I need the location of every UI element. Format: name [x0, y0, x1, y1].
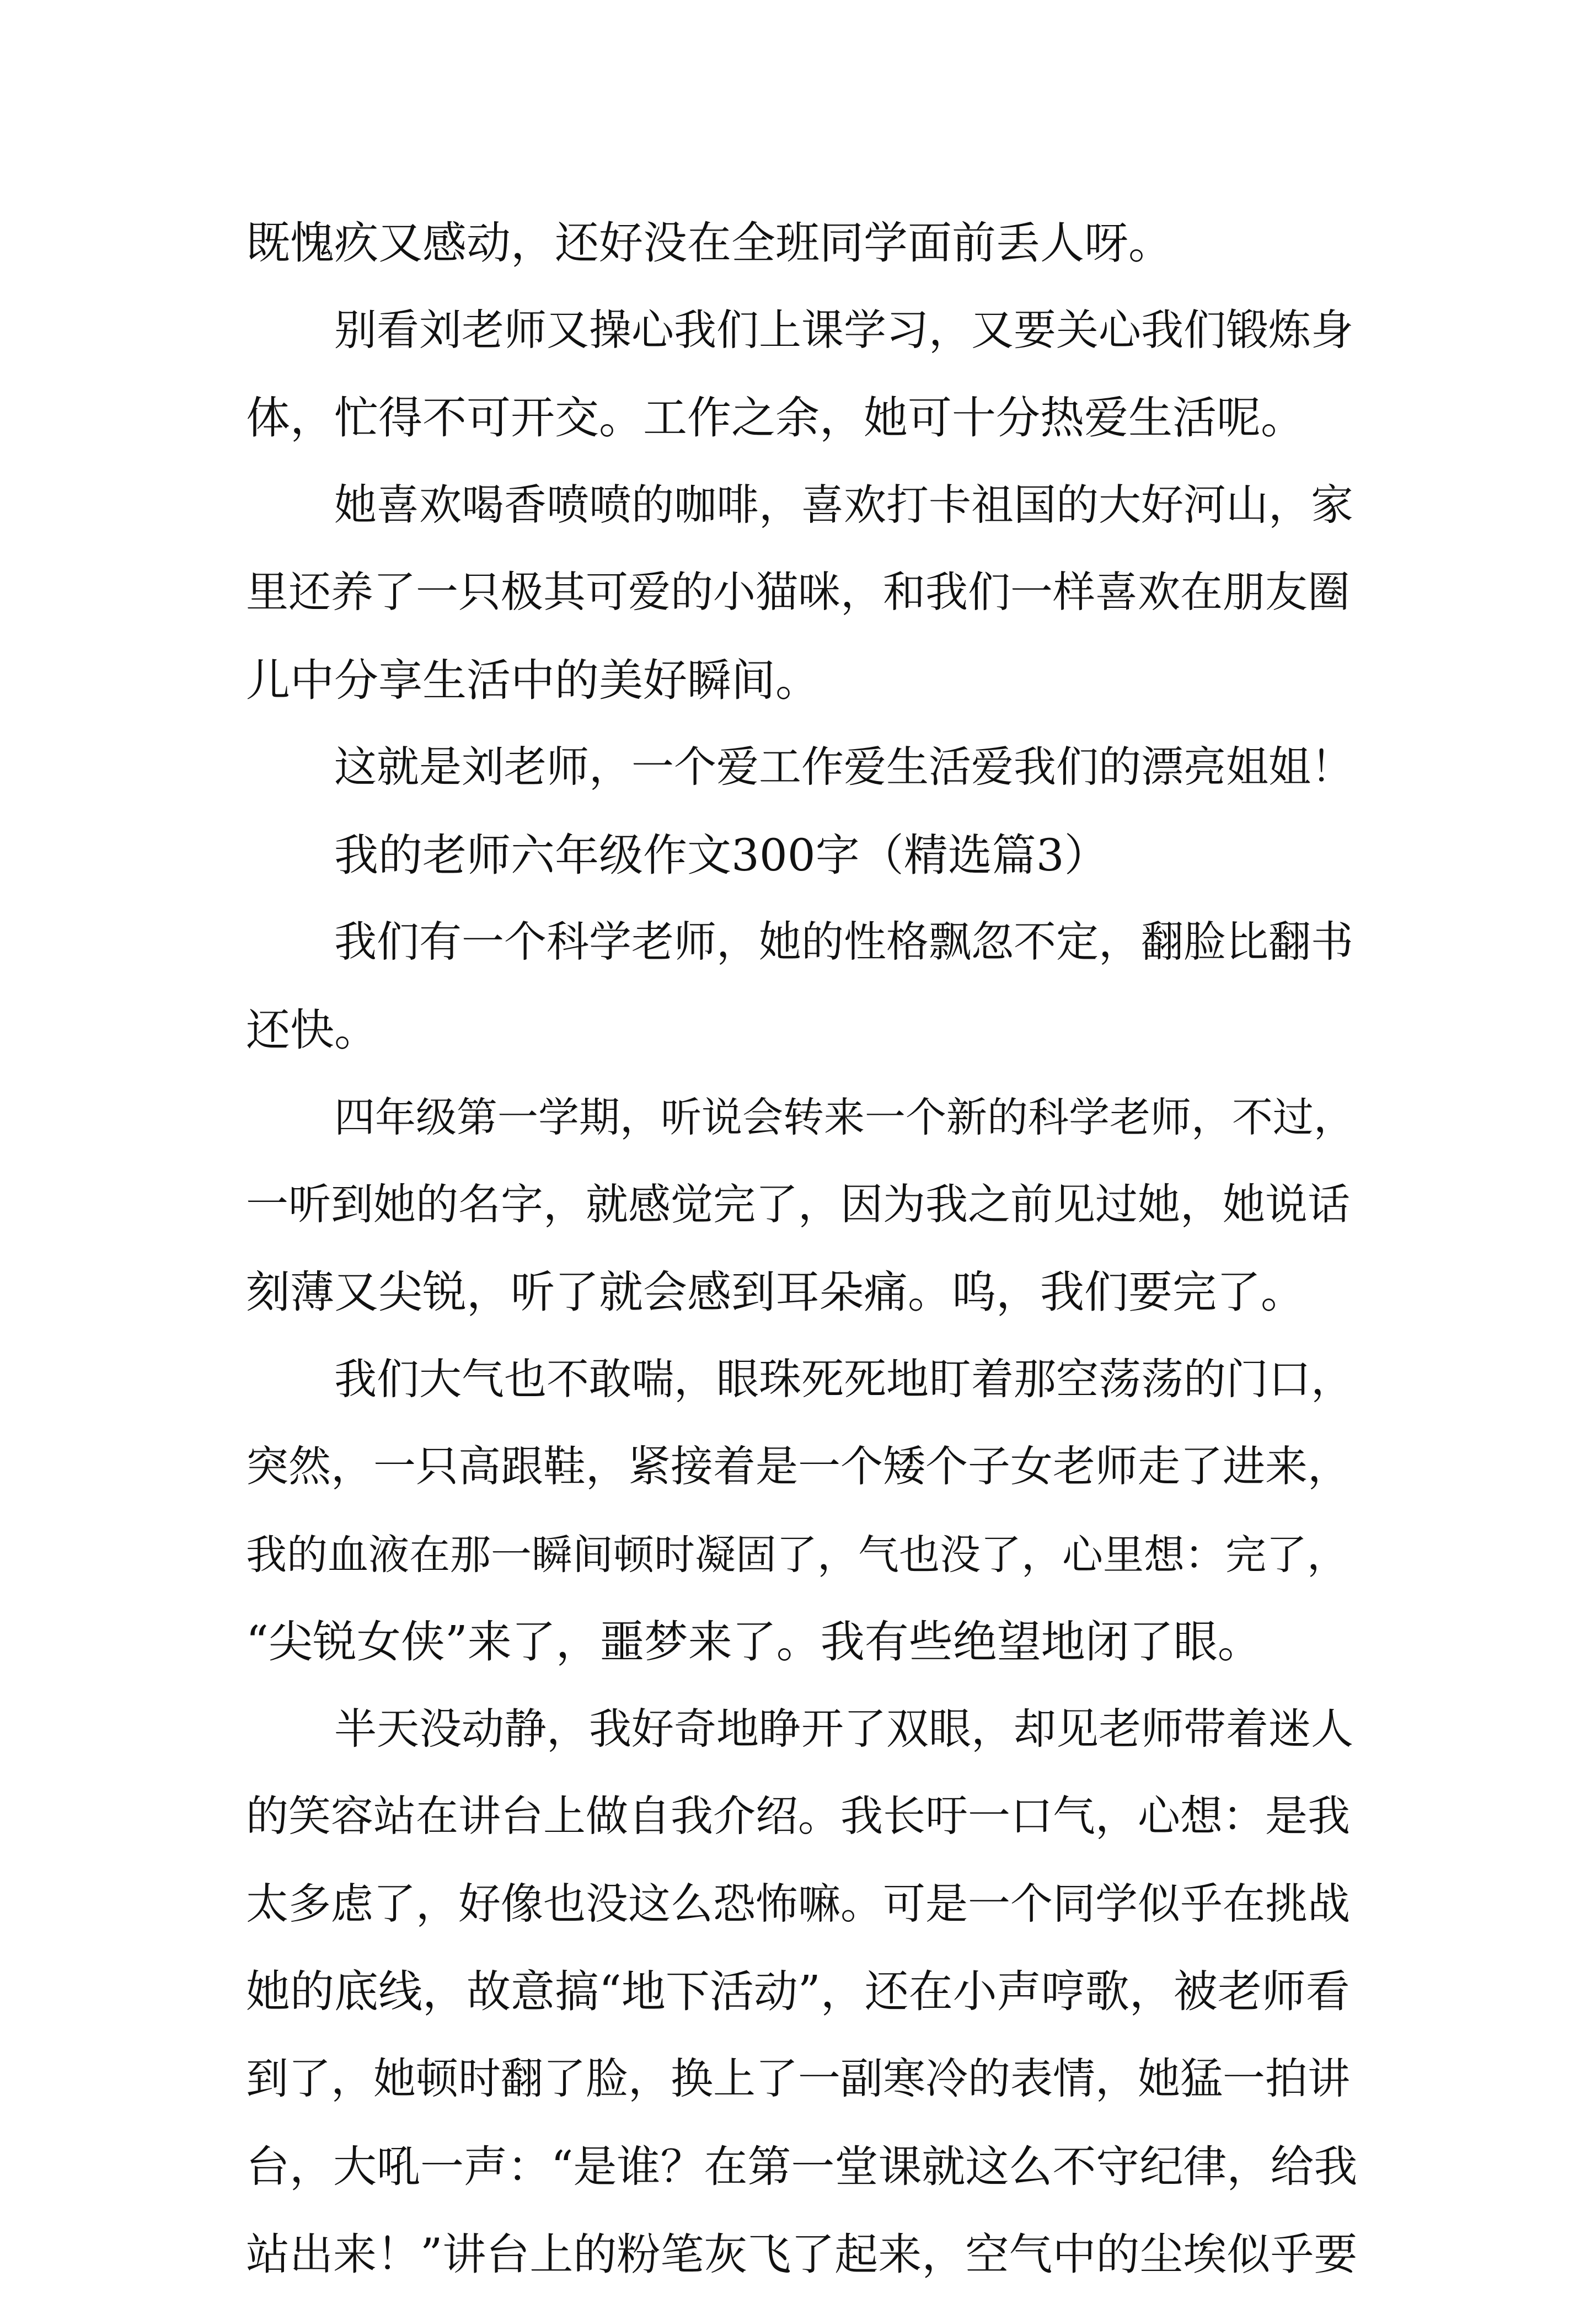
text-line: 她的底线，故意搞“地下活动”，还在小声哼歌，被老师看: [246, 1948, 1360, 2036]
text-line: “尖锐女侠”来了，噩梦来了。我有些绝望地闭了眼。: [246, 1599, 1360, 1686]
text-line: 太多虑了，好像也没这么恐怖嘛。可是一个同学似乎在挑战: [246, 1861, 1360, 1949]
text-line: 刻薄又尖锐，听了就会感到耳朵痛。呜，我们要完了。: [246, 1249, 1360, 1337]
text-line: 一听到她的名字，就感觉完了，因为我之前见过她，她说话: [246, 1162, 1360, 1249]
text-line: 我的血液在那一瞬间顿时凝固了，气也没了，心里想：完了，: [246, 1511, 1360, 1599]
text-line: 里还养了一只极其可爱的小猫咪，和我们一样喜欢在朋友圈: [246, 549, 1360, 637]
text-line: 体，忙得不可开交。工作之余，她可十分热爱生活呢。: [246, 375, 1360, 462]
text-line: 既愧疚又感动，还好没在全班同学面前丢人呀。: [246, 200, 1360, 287]
text-line: 到了，她顿时翻了脸，换上了一副寒冷的表情，她猛一拍讲: [246, 2036, 1360, 2124]
text-line: 她喜欢喝香喷喷的咖啡，喜欢打卡祖国的大好河山，家: [246, 462, 1360, 550]
text-line: 突然，一只高跟鞋，紧接着是一个矮个子女老师走了进来，: [246, 1424, 1360, 1511]
text-line: 四年级第一学期，听说会转来一个新的科学老师，不过，: [246, 1074, 1360, 1162]
text-line: 我们大气也不敢喘，眼珠死死地盯着那空荡荡的门口，: [246, 1337, 1360, 1424]
text-line: 站出来！”讲台上的粉笔灰飞了起来，空气中的尘埃似乎要: [246, 2211, 1360, 2298]
essay-body: [246, 200, 1360, 2298]
text-line: 还快。: [246, 987, 1360, 1075]
text-line: 半天没动静，我好奇地睁开了双眼，却见老师带着迷人: [246, 1686, 1360, 1774]
text-line: 的笑容站在讲台上做自我介绍。我长吁一口气，心想：是我: [246, 1773, 1360, 1861]
text-line: 别看刘老师又操心我们上课学习，又要关心我们锻炼身: [246, 287, 1360, 375]
text-line: 台，大吼一声：“是谁？在第一堂课就这么不守纪律，给我: [246, 2123, 1360, 2211]
text-line: 我们有一个科学老师，她的性格飘忽不定，翻脸比翻书: [246, 899, 1360, 987]
section-heading: 我的老师六年级作文300字（精选篇3）: [246, 812, 1360, 900]
text-line: 这就是刘老师，一个爱工作爱生活爱我们的漂亮姐姐！: [246, 724, 1360, 812]
text-line: 儿中分享生活中的美好瞬间。: [246, 637, 1360, 725]
